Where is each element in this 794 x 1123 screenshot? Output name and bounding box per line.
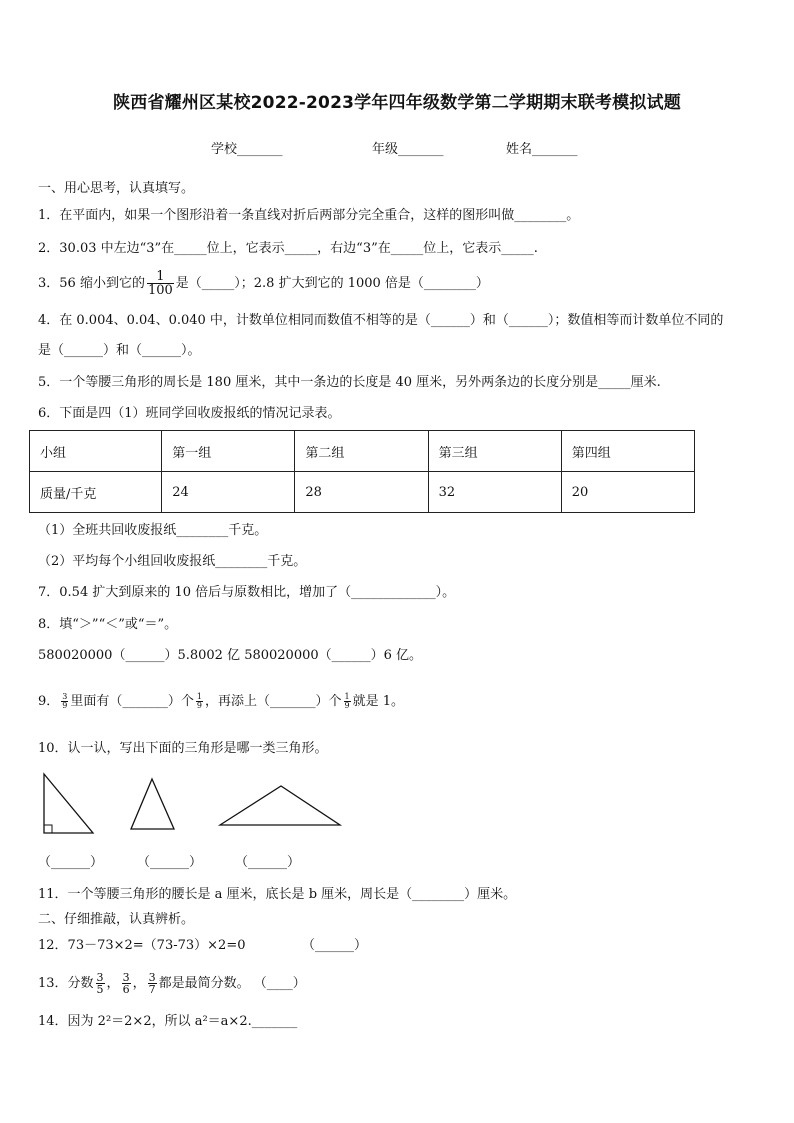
table-cell: 32 bbox=[428, 472, 561, 513]
answer-blank-12[interactable]: （______） bbox=[302, 938, 368, 953]
grade-field[interactable]: 年级_______ bbox=[372, 142, 444, 157]
question-4-line-2: 是（______）和（______）。 bbox=[38, 343, 201, 358]
fraction: $\frac{1}{100}$ bbox=[147, 269, 173, 298]
question-3: 3．56 缩小到它的 $\frac{1}{100}$ 是（_____）；2.8 扩大到它的 1000 倍是（________） bbox=[38, 269, 489, 298]
question-10: 10．认一认，写出下面的三角形是哪一类三角形。 bbox=[38, 741, 328, 756]
page-title: 陕西省耀州区某校2022-2023学年四年级数学第二学期期末联考模拟试题 bbox=[113, 93, 681, 113]
fraction: $\frac{1}{9}$ bbox=[196, 692, 202, 710]
table-cell: 第三组 bbox=[428, 431, 561, 472]
question-14: 14．因为 2²＝2×2，所以 a²＝a×2._______ bbox=[38, 1014, 298, 1029]
question-8: 8．填“＞”“＜”或“＝”。 bbox=[38, 617, 178, 632]
right-triangle bbox=[44, 774, 93, 833]
question-13: 13．分数 $\frac{3}{5}$ ， $\frac{3}{6}$ ， $\frac{3}{7}$ 都是最简分数。 （____） bbox=[38, 971, 306, 996]
question-7: 7．0.54 扩大到原来的 10 倍后与原数相比，增加了（_____________）。 bbox=[38, 585, 456, 600]
question-6-sub-1: （1）全班共回收废报纸________千克。 bbox=[38, 523, 268, 538]
fraction: $\frac{1}{9}$ bbox=[344, 692, 350, 710]
right-angle-mark bbox=[44, 825, 52, 833]
question-9: 9． $\frac{3}{9}$ 里面有（_______）个 $\frac{1}{9}$ ，再添上（_______）个 $\frac{1}{9}$ 就是 1。 bbox=[38, 692, 404, 710]
name-field[interactable]: 姓名_______ bbox=[506, 142, 578, 157]
table-cell: 质量/千克 bbox=[30, 472, 162, 513]
question-6: 6．下面是四（1）班同学回收废报纸的情况记录表。 bbox=[38, 406, 341, 421]
fraction: $\frac{3}{7}$ bbox=[148, 971, 156, 996]
table-cell: 24 bbox=[162, 472, 295, 513]
obtuse-triangle bbox=[220, 786, 340, 825]
answer-blank-3[interactable]: （______） bbox=[235, 855, 301, 870]
fraction: $\frac{3}{6}$ bbox=[122, 971, 130, 996]
table-cell: 28 bbox=[295, 472, 428, 513]
school-field[interactable]: 学校_______ bbox=[211, 142, 283, 157]
table-cell: 第一组 bbox=[162, 431, 295, 472]
question-5: 5．一个等腰三角形的周长是 180 厘米，其中一条边的长度是 40 厘米，另外两条边的长度分别是_____厘米. bbox=[38, 375, 661, 390]
table-cell: 第二组 bbox=[295, 431, 428, 472]
section-1-heading: 一、用心思考，认真填写。 bbox=[38, 181, 195, 196]
table-cell: 20 bbox=[561, 472, 694, 513]
question-8-line: 580020000（______）5.8002 亿 580020000（______）6 亿。 bbox=[38, 648, 423, 663]
acute-triangle bbox=[131, 779, 174, 829]
answer-blank-1[interactable]: （______） bbox=[38, 855, 104, 870]
fraction: $\frac{3}{9}$ bbox=[62, 692, 68, 710]
section-2-heading: 二、仔细推敲，认真辨析。 bbox=[38, 912, 195, 927]
question-2: 2．30.03 中左边“3”在_____位上，它表示_____，右边“3”在_____位上，它表示_____. bbox=[38, 241, 538, 256]
fraction: $\frac{3}{5}$ bbox=[96, 971, 104, 996]
answer-blank-2[interactable]: （______） bbox=[137, 855, 203, 870]
question-4-line-1: 4．在 0.004、0.04、0.040 中，计数单位相同而数值不相等的是（______）和（______）；数值相等而计数单位不同的 bbox=[38, 313, 724, 328]
table-cell: 小组 bbox=[30, 431, 162, 472]
question-1: 1．在平面内，如果一个图形沿着一条直线对折后两部分完全重合，这样的图形叫做________。 bbox=[38, 208, 580, 223]
question-6-sub-2: （2）平均每个小组回收废报纸________千克。 bbox=[38, 554, 307, 569]
question-12: 12．73－73×2=（73-73）×2=0 bbox=[38, 938, 246, 953]
question-11: 11．一个等腰三角形的腰长是 a 厘米，底长是 b 厘米，周长是（________）厘米。 bbox=[38, 887, 517, 902]
table-cell: 第四组 bbox=[561, 431, 694, 472]
